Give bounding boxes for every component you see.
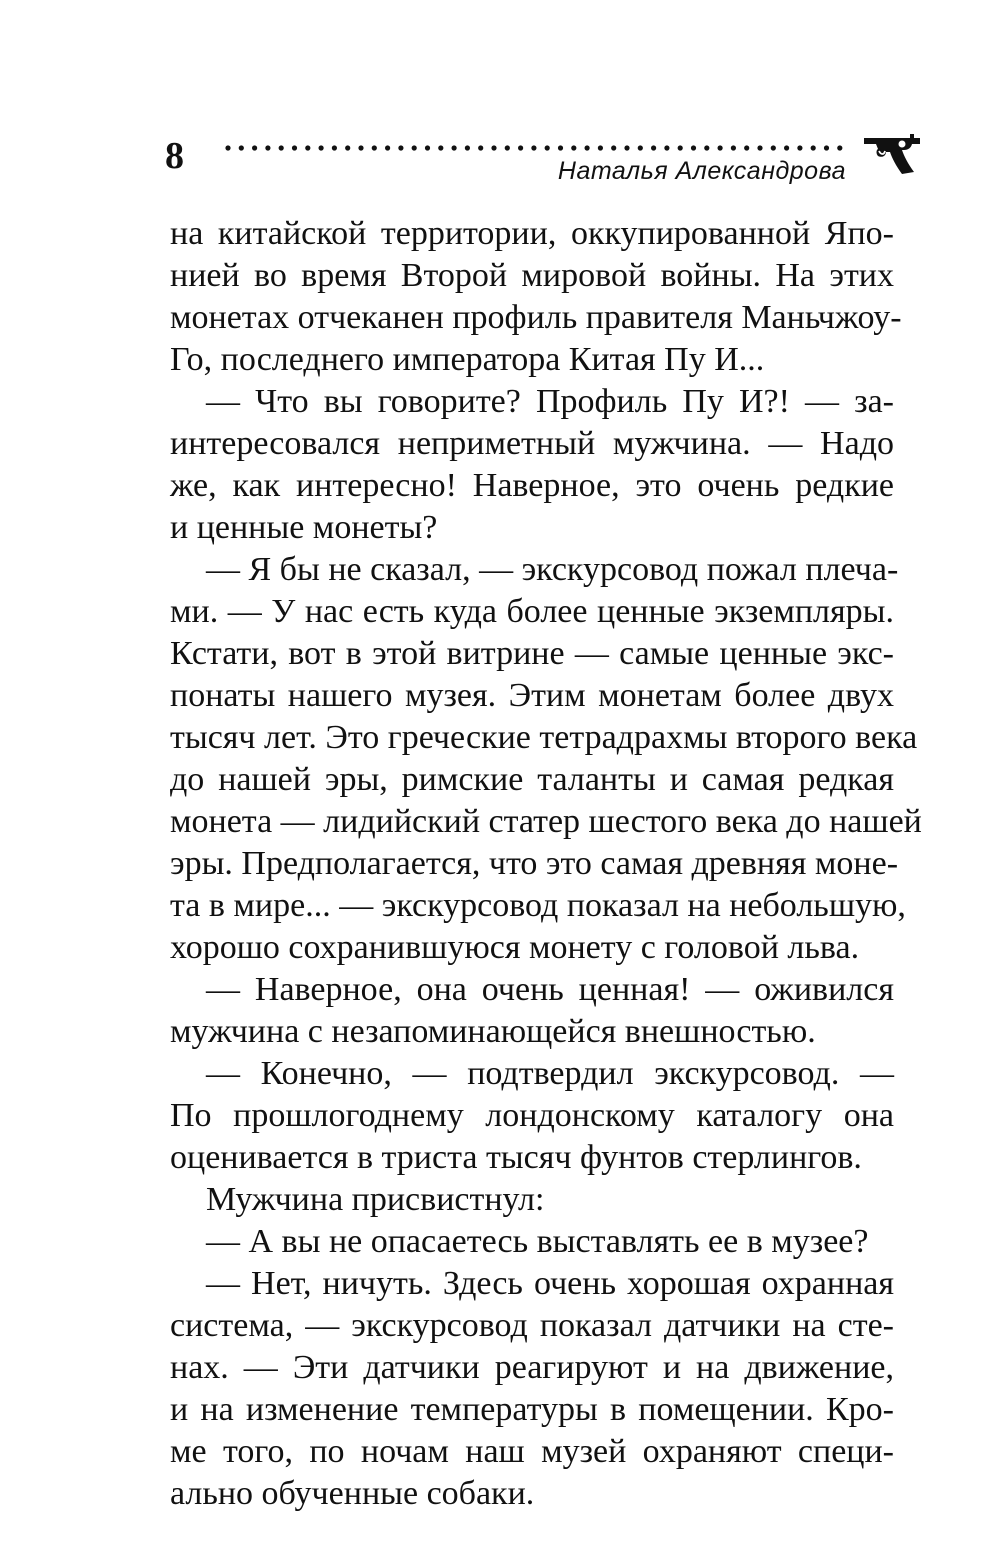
text-line: хорошо сохранившуюся монету с головой льва. — [170, 929, 860, 966]
text-line: интересовался неприметный мужчина. — Надо — [170, 425, 894, 462]
text-line: Го, последнего императора Китая Пу И... — [170, 341, 765, 378]
text-line: нах. — Эти датчики реагируют и на движение, — [170, 1349, 894, 1386]
text-line: — Я бы не сказал, — экскурсовод пожал плеча- — [206, 551, 899, 588]
text-line: система, — экскурсовод показал датчики на сте- — [170, 1307, 894, 1344]
text-line: оценивается в триста тысяч фунтов стерлингов. — [170, 1139, 862, 1176]
text-line: монета — лидийский статер шестого века до нашей — [170, 803, 922, 840]
text-line: на китайской территории, оккупированной Япо- — [170, 215, 894, 252]
dotted-leader — [224, 142, 844, 154]
text-line: — А вы не опасаетесь выставлять ее в музее? — [206, 1223, 869, 1260]
author-name: Наталья Александрова — [557, 157, 846, 185]
text-line: ально обученные собаки. — [170, 1475, 535, 1512]
text-line: та в мире... — экскурсовод показал на небольшую, — [170, 887, 906, 924]
text-line: тысяч лет. Это греческие тетрадрахмы второго века — [170, 719, 918, 756]
text-line: ми. — У нас есть куда более ценные экземпляры. — [170, 593, 894, 630]
text-line: — Конечно, — подтвердил экскурсовод. — — [206, 1055, 894, 1092]
text-line: — Нет, ничуть. Здесь очень хорошая охранная — [206, 1265, 894, 1302]
text-line: же, как интересно! Наверное, это очень редкие — [170, 467, 894, 504]
text-line: — Что вы говорите? Профиль Пу И?! — за- — [206, 383, 894, 420]
page-number: 8 — [165, 135, 184, 177]
text-line: понаты нашего музея. Этим монетам более двух — [170, 677, 894, 714]
text-line: По прошлогоднему лондонскому каталогу она — [170, 1097, 894, 1134]
text-line: до нашей эры, римские таланты и самая редкая — [170, 761, 894, 798]
text-line: и ценные монеты? — [170, 509, 438, 546]
page-text — [170, 213, 922, 1515]
text-line: мужчина с незапоминающейся внешностью. — [170, 1013, 816, 1050]
text-line: монетах отчеканен профиль правителя Маньчжоу- — [170, 299, 902, 336]
text-line: — Наверное, она очень ценная! — оживился — [206, 971, 894, 1008]
text-line: ме того, по ночам наш музей охраняют специ- — [170, 1433, 894, 1470]
text-line: Мужчина присвистнул: — [206, 1181, 545, 1218]
text-line: эры. Предполагается, что это самая древняя моне- — [170, 845, 899, 882]
text-line: Кстати, вот в этой витрине — самые ценные экс- — [170, 635, 894, 672]
revolver-icon — [862, 132, 924, 176]
running-header — [0, 0, 1000, 200]
text-line: нией во время Второй мировой войны. На этих — [170, 257, 894, 294]
text-line: и на изменение температуры в помещении. Кро- — [170, 1391, 894, 1428]
